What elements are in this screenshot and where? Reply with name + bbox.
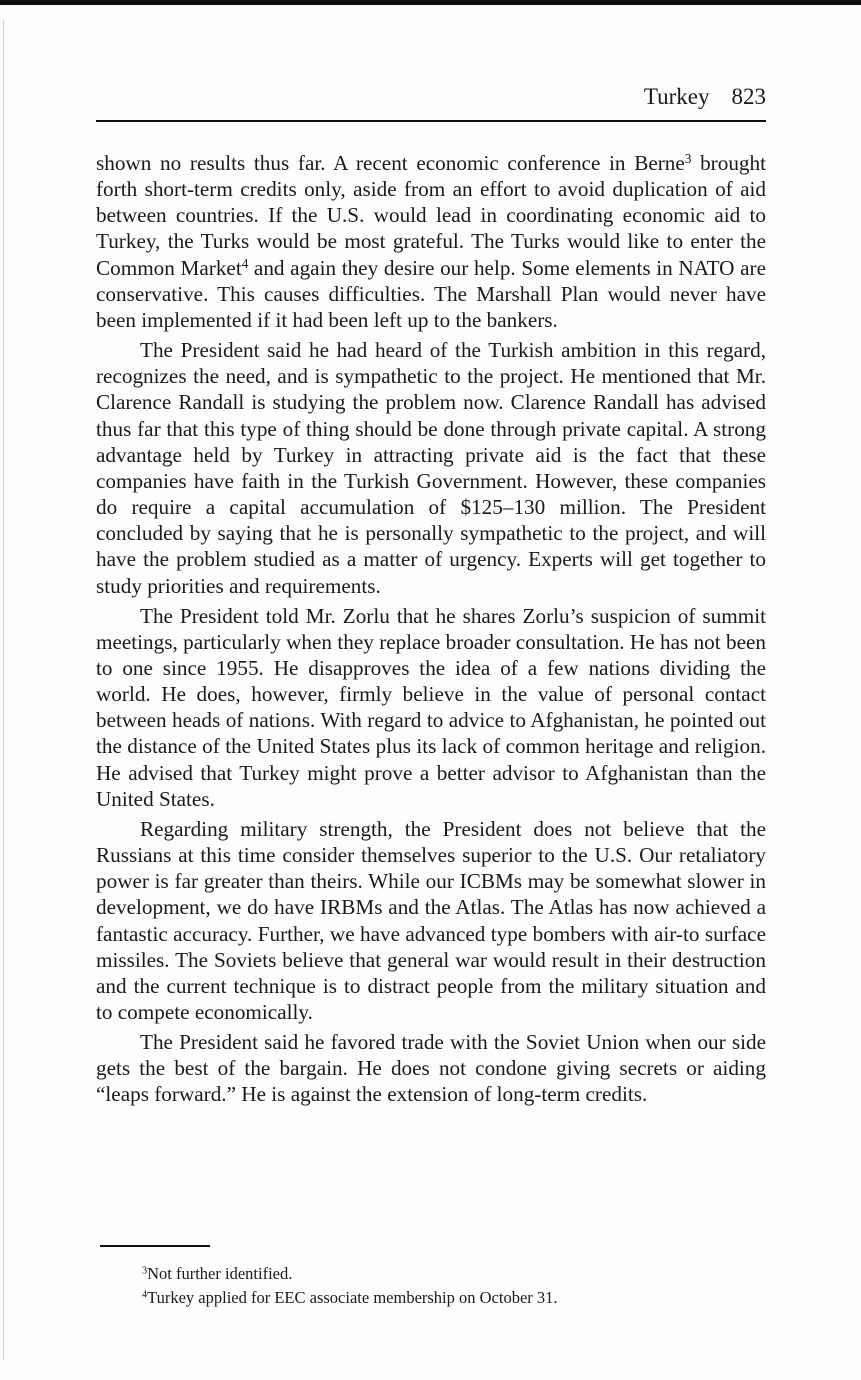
footnote-text-4: Turkey applied for EEC associate membership on October 31. <box>147 1288 558 1307</box>
body-text <box>96 150 766 1112</box>
page-edge <box>3 20 4 1360</box>
footnotes <box>142 1262 762 1310</box>
footnote-ref-4: 4 <box>241 255 249 271</box>
page-number: 823 <box>731 84 766 109</box>
footnote-4 <box>142 1286 762 1310</box>
paragraph-3: The President told Mr. Zorlu that he shares Zorlu’s suspicion of summit meetings, particularly when they replace broader consultation. He has not been to one since 1955. He disapproves the idea of a few nations dividing the world. He does, however, firmly believe in the value of personal contact between heads of nations. With regard to advice to Afghanistan, he pointed out the distance of the United States plus its lack of common heritage and religion. He advised that Turkey might prove a better advisor to Afghanistan than the United States. <box>96 603 766 811</box>
paragraph-1 <box>96 150 766 333</box>
paragraph-5: The President said he favored trade with the Soviet Union when our side gets the best of the bargain. He does not condone giving secrets or aiding “leaps forward.” He is against the extension of long-term credits. <box>96 1030 766 1107</box>
running-title: Turkey <box>643 84 710 109</box>
footnote-rule <box>100 1245 210 1247</box>
footnote-mark-3: 3 <box>142 1265 148 1277</box>
footnote-ref-3: 3 <box>684 150 692 166</box>
paragraph-1-text-a: shown no results thus far. A recent economic conference in Berne <box>96 151 685 175</box>
header-rule <box>96 120 766 122</box>
footnote-mark-4: 4 <box>142 1289 148 1301</box>
paragraph-4: Regarding military strength, the President does not believe that the Russians at this time consider themselves superior to the U.S. Our retaliatory power is far greater than theirs. While our ICBMs may be somewhat slower in development, we do have IRBMs and the Atlas. The Atlas has now achieved a fantastic accuracy. Further, we have advanced type bombers with air-to surface missiles. The Soviets believe that general war would result in their destruction and the current technique is to distract people from the military situation and to compete economically. <box>96 816 766 1024</box>
paragraph-2: The President said he had heard of the Turkish ambition in this regard, recognizes the need, and is sympathetic to the project. He mentioned that Mr. Clarence Randall is studying the problem now. Clarence Randall has advised thus far that this type of thing should be done through private capital. A strong advantage held by Turkey in attracting private aid is the fact that these companies have faith in the Turkish Government. However, these companies do require a capital accumulation of $125–130 million. The President concluded by saying that he is personally sympathetic to the project, and will have the problem studied as a matter of urgency. Experts will get together to study priorities and requirements. <box>96 338 766 598</box>
paragraph-1-text-c: and again they desire our help. Some elements in NATO are conservative. This causes difficulties. The Marshall Plan would never have been implemented if it had been left up to the bankers. <box>96 255 766 332</box>
running-header <box>96 84 766 110</box>
footnote-3 <box>142 1262 762 1286</box>
paragraph-1-text-b: brought forth short-term credits only, aside from an effort to avoid duplication of aid between countries. If the U.S. would lead in coordinating economic aid to Turkey, the Turks would be most grateful. The Turks would like to enter the Common Market <box>96 151 766 280</box>
top-border <box>0 0 861 5</box>
footnote-text-3: Not further identified. <box>147 1264 293 1283</box>
